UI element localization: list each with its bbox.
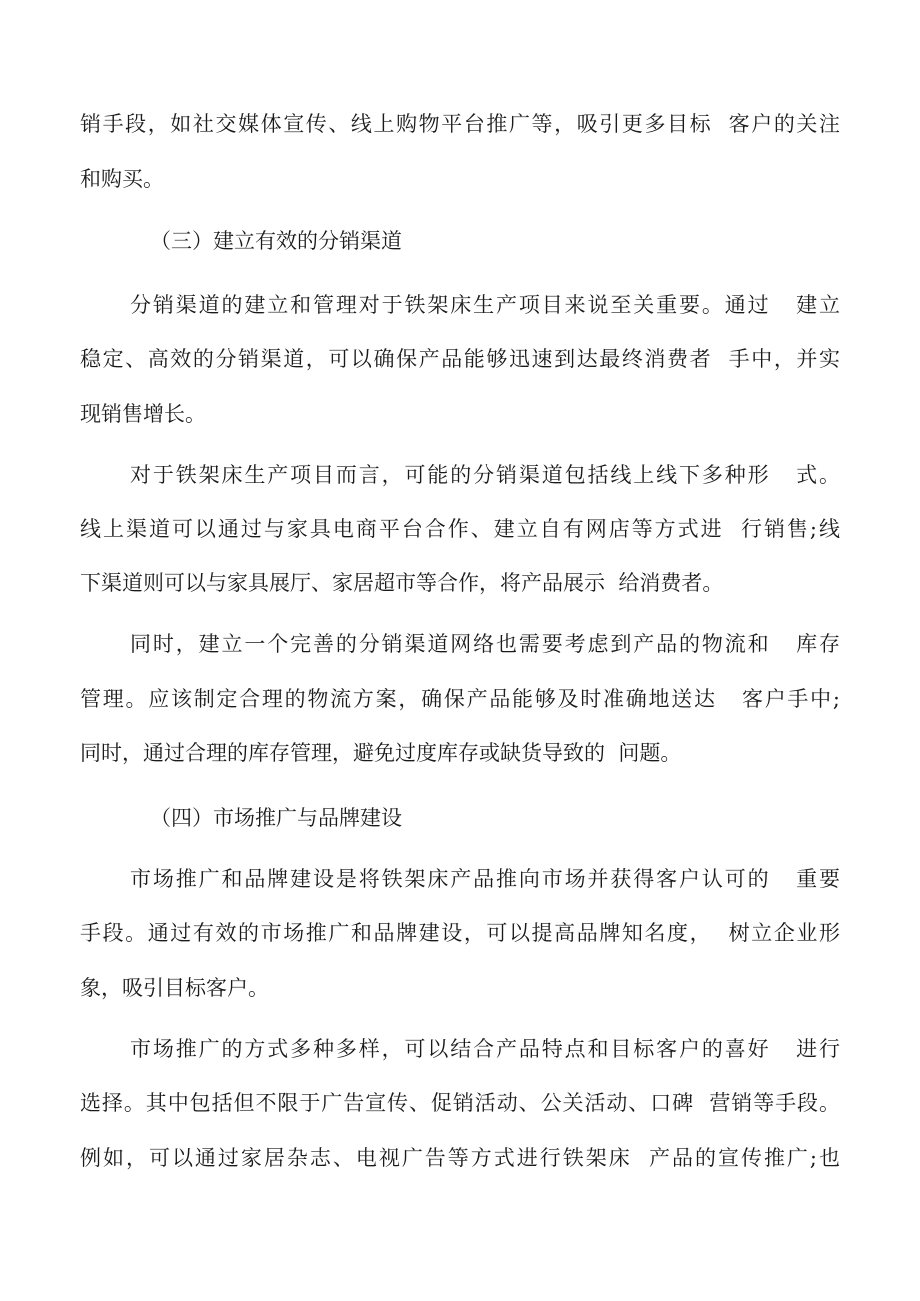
text-line: 选择。其中包括但不限于广告宣传、促销活动、公关活动、口碑 营销等手段。 [80,1091,840,1115]
section-heading-marketing-branding: （四）市场推广与品牌建设 [150,806,402,830]
text-line: 手段。通过有效的市场推广和品牌建设，可以提高品牌知名度， 树立企业形 [80,921,840,945]
text-line: 管理。应该制定合理的物流方案，确保产品能够及时准确地送达 客户手中; [80,687,840,711]
text-line: 线上渠道可以通过与家具电商平台合作、建立自有网店等方式进 行销售;线 [80,517,840,541]
text-line: 例如，可以通过家居杂志、电视广告等方式进行铁架床 产品的宣传推广;也 [80,1146,840,1170]
text-line: 稳定、高效的分销渠道，可以确保产品能够迅速到达最终消费者 手中，并实 [80,347,840,371]
text-line: 分销渠道的建立和管理对于铁架床生产项目来说至关重要。通过 建立 [130,293,840,317]
text-line: 同时，通过合理的库存管理，避免过度库存或缺货导致的 问题。 [80,741,682,765]
text-line: 和购买。 [80,167,164,191]
text-line: 下渠道则可以与家具展厅、家居超市等合作，将产品展示 给消费者。 [80,571,724,595]
text-line: 象，吸引目标客户。 [80,976,269,1000]
text-line: 销手段，如社交媒体宣传、线上购物平台推广等，吸引更多目标 客户的关注 [80,112,840,136]
text-line: 市场推广和品牌建设是将铁架床产品推向市场并获得客户认可的 重要 [130,867,840,891]
text-line: 现销售增长。 [80,402,206,426]
text-line: 市场推广的方式多种多样，可以结合产品特点和目标客户的喜好 进行 [130,1037,840,1061]
text-line: 同时，建立一个完善的分销渠道网络也需要考虑到产品的物流和 库存 [130,632,840,656]
section-heading-distribution-channels: （三）建立有效的分销渠道 [150,229,402,253]
text-line: 对于铁架床生产项目而言，可能的分销渠道包括线上线下多种形 式。 [130,463,840,487]
